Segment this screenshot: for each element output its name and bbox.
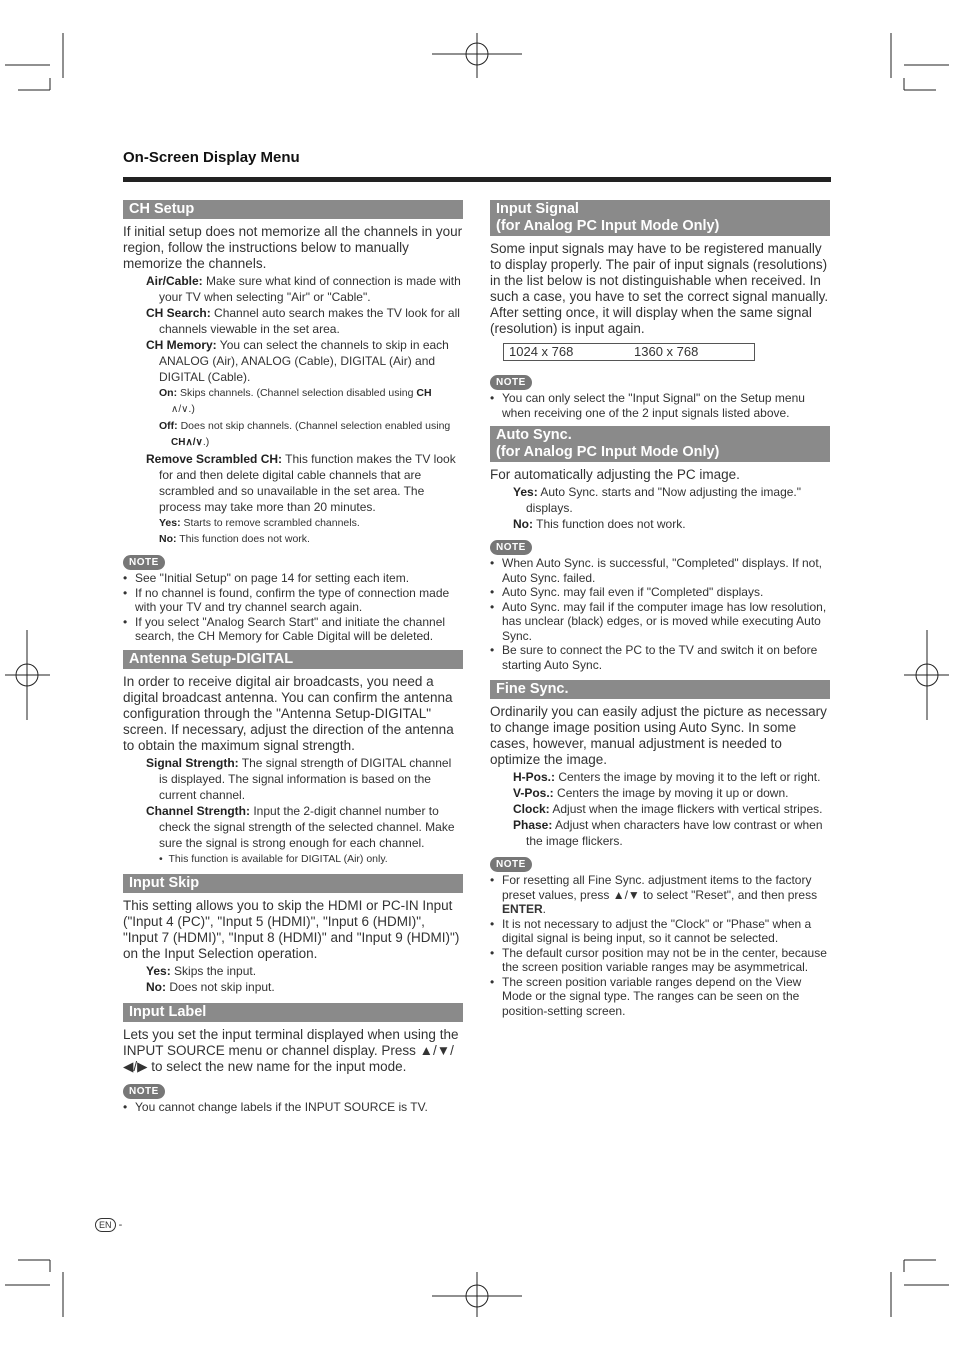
right-column (490, 200, 830, 1018)
v-pos-item: V-Pos.: Centers the image by moving it up or down. (513, 786, 789, 800)
ch-setup-section (123, 200, 463, 644)
remove-scrambled-item: Remove Scrambled CH: This function makes the TV look for and then delete digital cable channels that are scrambled and so unavailable in the set area. The process may take more than 20 minutes. (146, 452, 456, 514)
note-badge: NOTE (490, 375, 532, 390)
note-item: • You can only select the "Input Signal" on the Setup menu when receiving one of the 2 input signals listed above. (502, 391, 830, 420)
language-badge: EN (95, 1218, 116, 1232)
yes-option: Yes: Skips the input. (146, 963, 257, 978)
section-intro: Lets you set the input terminal displayed when using the INPUT SOURCE menu or channel display. Press ▲/▼/◀/▶ to select the new name for the input mode. (123, 1026, 459, 1074)
antenna-setup-section (123, 650, 463, 867)
title-rule (123, 177, 831, 182)
left-column (123, 200, 463, 1114)
note-item: • When Auto Sync. is successful, "Completed" displays. If not, Auto Sync. failed. (502, 556, 830, 585)
arrow-keys-icon: ▲/▼/◀/▶ (123, 1042, 454, 1074)
no-option: No: This function does not work. (513, 517, 686, 531)
ch-arrows-icon: ∧/∨ (171, 404, 189, 415)
off-option: Off: Does not skip channels. (Channel selection enabled using CH∧/∨.) (159, 420, 451, 448)
note-list (490, 391, 830, 420)
fine-sync-section (490, 680, 830, 1018)
note-item: • See "Initial Setup" on page 14 for setting each item. (135, 571, 463, 586)
clock-item: Clock: Adjust when the image flickers with vertical stripes. (513, 802, 823, 816)
page-number: - (118, 1219, 123, 1231)
section-heading: Input Skip (123, 874, 463, 893)
yes-option: Yes: Auto Sync. starts and "Now adjusting the image." displays. (513, 485, 802, 515)
note-list (123, 571, 463, 644)
availability-bullet: • This function is available for DIGITAL (Air) only. (159, 852, 388, 865)
section-heading: Fine Sync. (490, 680, 830, 699)
note-item: • The default cursor position may not be in the center, because the screen position variable ranges may be asymmetrical. (502, 946, 830, 975)
section-intro: In order to receive digital air broadcasts, you need a digital broadcast antenna. You can confirm the antenna configuration through the "Antenna Setup-DIGITAL" screen. If necessary, adjust the direction of the antenna to obtain the maximum signal strength. (123, 673, 454, 753)
air-cable-item: Air/Cable: Make sure what kind of connection is made with your TV when selecting "Air" or "Cable". (146, 274, 461, 304)
note-item: • If no channel is found, confirm the type of connection made with your TV and try channel search again. (135, 586, 463, 615)
page-footer (95, 1218, 122, 1232)
note-badge: NOTE (490, 540, 532, 555)
resolution-cell: 1360 x 768 (634, 344, 699, 359)
section-intro: This setting allows you to skip the HDMI or PC-IN Input ("Input 4 (PC)", "Input 5 (HDMI)", "Input 6 (HDMI)", "Input 7 (HDMI)", "Input 8 (HDMI)" and "Input 9 (HDMI)") on the Input Selection operation. (123, 897, 460, 961)
section-intro: For automatically adjusting the PC image. (490, 467, 740, 482)
up-down-keys-icon: ▲/▼ (612, 887, 640, 902)
ch-arrows-icon: CH∧/∨ (171, 437, 203, 448)
ch-search-item: CH Search: Channel auto search makes the TV look for all channels viewable in the set area. (146, 306, 460, 336)
note-list (490, 873, 830, 1018)
note-item: • The screen position variable ranges depend on the View Mode or the signal type. The ranges can be seen on the position-setting screen. (502, 975, 830, 1019)
channel-strength-item: Channel Strength: Input the 2-digit channel number to check the signal strength of the selected channel. Make sure the signal is strong enough for each channel. (146, 803, 455, 850)
note-list (490, 556, 830, 672)
section-heading: Auto Sync. (for Analog PC Input Mode Only) (490, 426, 830, 462)
note-badge: NOTE (123, 555, 165, 570)
section-heading: Input Signal (for Analog PC Input Mode Only) (490, 200, 830, 236)
note-list (123, 1100, 463, 1115)
note-item: • If you select "Analog Search Start" and initiate the channel search, the CH Memory for Cable Digital will be deleted. (135, 615, 463, 644)
note-item: • You cannot change labels if the INPUT SOURCE is TV. (135, 1100, 463, 1115)
yes-option: Yes: Starts to remove scrambled channels. (159, 517, 360, 529)
no-option: No: Does not skip input. (146, 979, 275, 994)
input-skip-section (123, 874, 463, 995)
signal-strength-item: Signal Strength: The signal strength of DIGITAL channel is displayed. The signal information is based on the current channel. (146, 755, 452, 802)
phase-item: Phase: Adjust when characters have low contrast or when the image flickers. (513, 818, 823, 848)
input-label-section (123, 1003, 463, 1115)
section-intro: If initial setup does not memorize all the channels in your region, follow the instructions below to manually memorize the channels. (123, 224, 463, 271)
input-signal-section (490, 200, 830, 420)
section-intro: Some input signals may have to be registered manually to display properly. The pair of input signals (resolutions) in the list below is not distinguishable when received. In such a case, you have to set the correct signal manually. After setting once, it will display when the same signal (resolution) is input again. (490, 241, 829, 336)
note-badge: NOTE (490, 857, 532, 872)
section-heading: Antenna Setup-DIGITAL (123, 650, 463, 669)
note-item: • Auto Sync. may fail even if "Completed" displays. (502, 585, 830, 600)
resolution-cell: 1024 x 768 (509, 344, 574, 359)
no-option: No: This function does not work. (159, 533, 310, 545)
ch-memory-item: CH Memory: You can select the channels to skip in each ANALOG (Air), ANALOG (Cable), DIGITAL (Air) and DIGITAL (Cable). (146, 338, 449, 384)
on-option: On: Skips channels. (Channel selection disabled using CH ∧/∨.) (159, 387, 432, 415)
resolution-table (503, 343, 755, 361)
page-title: On-Screen Display Menu (123, 149, 300, 166)
h-pos-item: H-Pos.: Centers the image by moving it to the left or right. (513, 770, 821, 784)
note-item: • Auto Sync. may fail if the computer image has low resolution, has unclear (black) edges, or is moved while executing Auto Sync. (502, 600, 830, 644)
note-item: • Be sure to connect the PC to the TV and switch it on before starting Auto Sync. (502, 643, 830, 672)
section-heading: CH Setup (123, 200, 463, 219)
section-heading: Input Label (123, 1003, 463, 1022)
section-intro: Ordinarily you can easily adjust the picture as necessary to change image position using Auto Sync. In some cases, however, manual adjustment is needed to optimize the image. (490, 704, 827, 767)
note-item: • For resetting all Fine Sync. adjustment items to the factory preset values, press ▲/▼ to select "Reset", and then press ENTER. (502, 873, 830, 917)
note-item: • It is not necessary to adjust the "Clock" or "Phase" when a digital signal is being input, so it cannot be selected. (502, 917, 830, 946)
note-badge: NOTE (123, 1084, 165, 1099)
auto-sync-section (490, 426, 830, 672)
